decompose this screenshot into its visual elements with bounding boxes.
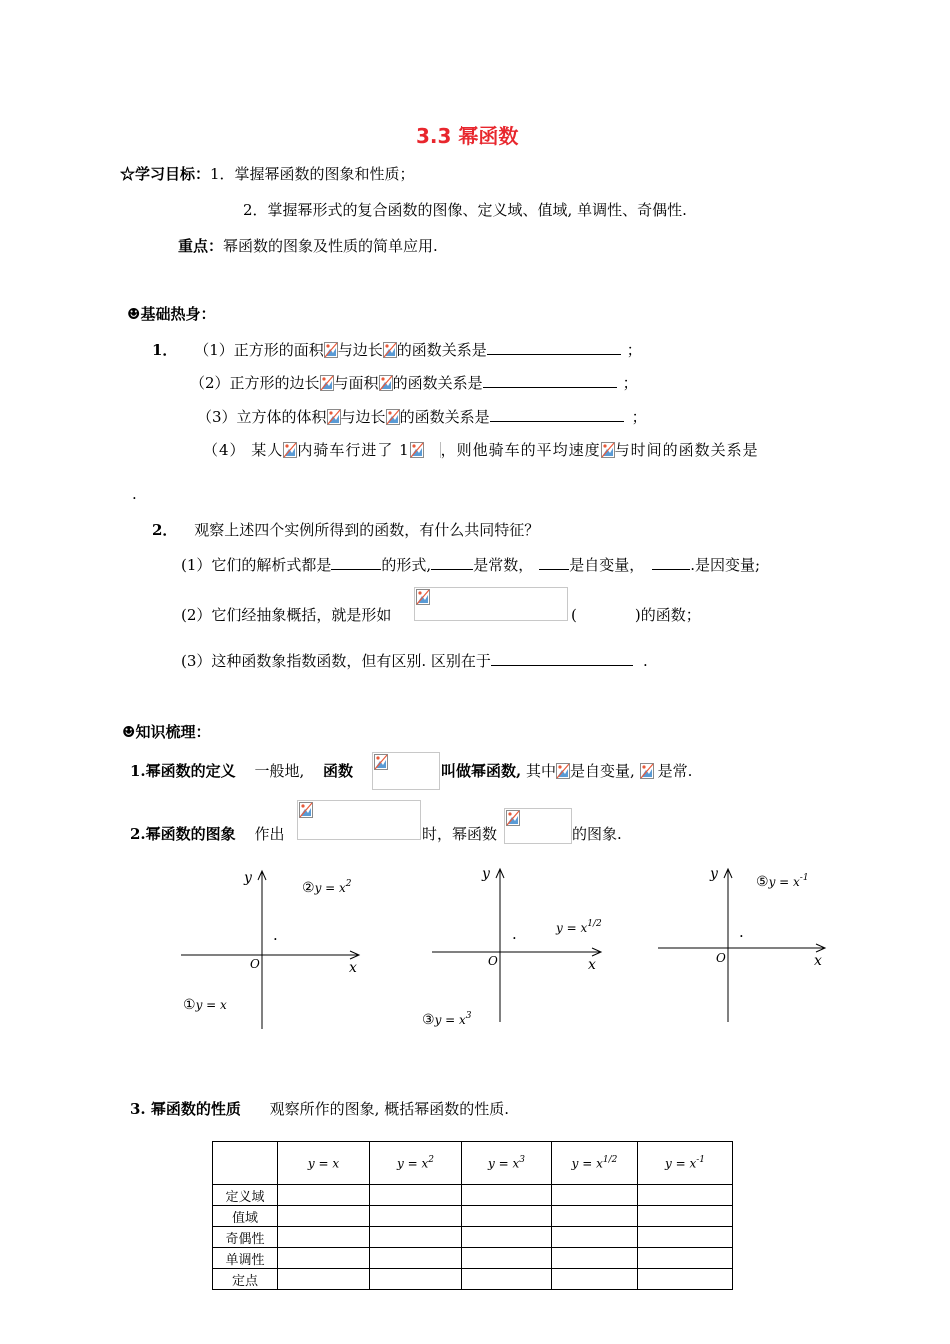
table-row <box>213 1185 733 1206</box>
table-cell[interactable] <box>552 1269 638 1290</box>
answer-blank[interactable] <box>483 373 617 388</box>
definition-line-2 <box>441 761 692 781</box>
q1a <box>152 340 642 360</box>
graph-label-y-x <box>183 994 227 1015</box>
definition-text-3: 叫做幂函数, <box>441 762 522 780</box>
table-cell[interactable] <box>462 1227 552 1248</box>
y-axis-label: y <box>244 870 252 886</box>
origin-label: O <box>716 951 726 965</box>
broken-image-icon <box>601 442 615 458</box>
exponent: 1/2 <box>587 919 602 929</box>
q1c-text-1: （3）立方体的体积 <box>197 408 327 426</box>
q2a-text-4: 是自变量， <box>569 556 645 574</box>
q2a-text-2: 的形式, <box>381 556 432 574</box>
table-cell[interactable] <box>370 1206 462 1227</box>
column-header <box>638 1142 733 1185</box>
plot-dot: · <box>512 929 517 947</box>
q2c-text-1: (3）这种函数象指数函数，但有区别. 区别在于 <box>181 652 491 670</box>
column-header <box>552 1142 638 1185</box>
table-cell[interactable] <box>638 1248 733 1269</box>
exponent: 3 <box>465 1011 472 1021</box>
answer-blank[interactable] <box>491 651 633 666</box>
q2-text: 观察上述四个实例所得到的函数，有什么共同特征？ <box>194 521 540 539</box>
equation: y = x <box>314 881 346 895</box>
broken-image-icon <box>324 342 338 358</box>
definition-label: 1.幂函数的定义 <box>130 762 236 780</box>
q2-number: 2． <box>152 521 178 539</box>
q1d-text-1: （4） 某人 <box>203 441 284 459</box>
q1b-text-1: （2）正方形的边长 <box>190 374 320 392</box>
objectives-label: ☆学习目标： <box>120 165 211 183</box>
answer-blank[interactable] <box>539 555 569 570</box>
q2a-text-1: (1）它们的解析式都是 <box>181 556 332 574</box>
coordinate-graph-2 <box>422 862 618 1032</box>
table-row <box>213 1269 733 1290</box>
origin-label: O <box>488 954 498 968</box>
table-cell[interactable] <box>462 1269 552 1290</box>
q2a-text-5: .是因变量; <box>690 556 761 574</box>
table-row <box>213 1248 733 1269</box>
table-cell[interactable] <box>638 1185 733 1206</box>
column-header <box>462 1142 552 1185</box>
graph-label-y-inv <box>756 868 809 892</box>
graph-label: 2.幂函数的图象 <box>130 825 236 843</box>
row-label: 定义域 <box>213 1185 278 1206</box>
objectives-line-1 <box>120 164 415 184</box>
table-cell[interactable] <box>278 1206 370 1227</box>
broken-image-icon <box>640 763 658 779</box>
equation: y = x <box>768 875 800 889</box>
origin-label: O <box>250 957 260 971</box>
q1a-text-1: （1）正方形的面积 <box>194 341 324 359</box>
table-cell[interactable] <box>278 1269 370 1290</box>
table-cell[interactable] <box>278 1248 370 1269</box>
q2a-text-3: 是常数， <box>473 556 534 574</box>
broken-image-icon <box>416 589 430 605</box>
knowledge-heading: ☻知识梳理： <box>122 723 211 741</box>
table-row <box>213 1227 733 1248</box>
definition-text-1: 一般地, <box>254 762 305 780</box>
table-cell[interactable] <box>462 1185 552 1206</box>
table-corner-cell <box>213 1142 278 1185</box>
header-equation: y = x <box>397 1156 429 1171</box>
y-axis-label: y <box>710 866 718 882</box>
row-label: 奇偶性 <box>213 1227 278 1248</box>
table-cell[interactable] <box>462 1206 552 1227</box>
page-title: 3.3 幂函数 <box>416 124 519 148</box>
graph-text-2: 时，幂函数 <box>422 825 498 843</box>
answer-blank[interactable] <box>490 407 624 422</box>
warmup-heading: ☻基础热身： <box>127 305 216 323</box>
x-axis-label: x <box>814 953 822 969</box>
key-label: 重点： <box>178 237 224 255</box>
answer-blank[interactable] <box>652 555 690 570</box>
table-cell[interactable] <box>552 1206 638 1227</box>
header-exponent: 1/2 <box>602 1154 618 1165</box>
table-cell[interactable] <box>552 1227 638 1248</box>
properties-table <box>212 1141 733 1290</box>
formula-image-box <box>504 808 572 844</box>
q1c-text-2: 与边长 <box>340 408 386 426</box>
q2b-text-3: )的函数； <box>634 606 701 624</box>
circled-number: ⑤ <box>756 874 769 890</box>
q2b-paren <box>571 605 701 625</box>
circled-number: ③ <box>422 1012 435 1028</box>
graph-line <box>130 824 284 844</box>
table-cell[interactable] <box>552 1248 638 1269</box>
broken-image-icon <box>383 342 397 358</box>
q1a-text-2: 与边长 <box>337 341 383 359</box>
table-cell[interactable] <box>638 1206 733 1227</box>
properties-line <box>130 1099 509 1119</box>
header-equation: y = x <box>571 1156 603 1171</box>
definition-text-5: 是自变量, <box>570 762 635 780</box>
table-cell[interactable] <box>462 1248 552 1269</box>
equation: y = x <box>556 921 588 935</box>
objective-2: 2．掌握幂形式的复合函数的图像、定义域、值域, 单调性、奇偶性. <box>243 201 687 219</box>
equation: y = x <box>195 998 227 1012</box>
header-equation: y = x <box>488 1156 520 1171</box>
answer-blank[interactable] <box>331 555 381 570</box>
q1d-end: . <box>132 485 137 503</box>
table-cell[interactable] <box>638 1269 733 1290</box>
coordinate-graph-3 <box>656 862 836 1032</box>
formula-image-box <box>297 800 421 840</box>
q2a <box>181 555 760 575</box>
table-cell[interactable] <box>370 1227 462 1248</box>
definition-text-6: 是常. <box>657 762 693 780</box>
table-cell[interactable] <box>278 1185 370 1206</box>
table-cell[interactable] <box>638 1227 733 1248</box>
column-header <box>370 1142 462 1185</box>
q1d-text-3: ，则他骑车的平均速度 <box>440 441 601 459</box>
q1d-text-4: 与时间的函数关系是 <box>614 441 759 459</box>
header-exponent: 3 <box>519 1154 525 1165</box>
q1a-text-3: 的函数关系是 <box>396 341 487 359</box>
properties-label: 3. 幂函数的性质 <box>130 1100 241 1118</box>
header-exponent: 2 <box>428 1154 434 1165</box>
table-header-row <box>213 1142 733 1185</box>
definition-line <box>130 761 353 781</box>
table-cell[interactable] <box>278 1227 370 1248</box>
broken-image-icon <box>506 810 520 826</box>
header-equation: y = x <box>307 1156 340 1171</box>
graph-label-y-sqrt <box>556 914 602 938</box>
q2c <box>181 651 648 671</box>
definition-text-2: 函数 <box>323 762 354 780</box>
broken-image-icon <box>410 442 441 458</box>
broken-image-icon <box>283 442 297 458</box>
broken-image-icon <box>374 754 388 770</box>
q2b-text-1: (2）它们经抽象概括，就是形如 <box>181 606 392 624</box>
key-point <box>178 236 438 256</box>
x-axis-label: x <box>588 957 596 973</box>
definition-text-4: 其中 <box>526 762 557 780</box>
plot-dot: · <box>273 930 278 948</box>
row-label: 值域 <box>213 1206 278 1227</box>
graph-text-3: 的图象. <box>572 825 622 843</box>
formula-image-box <box>372 752 440 790</box>
column-header <box>278 1142 370 1185</box>
q2b-text-2: ( <box>571 606 577 624</box>
graph-label-y-x2 <box>302 874 352 898</box>
row-label: 单调性 <box>213 1248 278 1269</box>
table-cell[interactable] <box>370 1185 462 1206</box>
table-row <box>213 1206 733 1227</box>
broken-image-icon <box>386 409 400 425</box>
graph-label-y-x3 <box>422 1006 472 1030</box>
equation: y = x <box>434 1013 466 1027</box>
q1a-end: ； <box>626 341 642 359</box>
q1d <box>203 440 759 460</box>
broken-image-icon <box>556 763 570 779</box>
formula-image-box <box>414 587 568 621</box>
x-axis-label: x <box>349 960 357 976</box>
answer-blank[interactable] <box>431 555 473 570</box>
exponent: -1 <box>799 873 809 883</box>
graph-text-1: 作出 <box>254 825 285 843</box>
q2c-end: . <box>642 652 648 670</box>
row-label: 定点 <box>213 1269 278 1290</box>
q1b-text-2: 与面积 <box>333 374 379 392</box>
plot-dot: · <box>739 927 744 945</box>
q1c-end: ； <box>631 408 647 426</box>
broken-image-icon <box>299 802 313 818</box>
circled-number: ① <box>183 997 196 1013</box>
q2b <box>181 605 391 625</box>
broken-image-icon <box>379 375 393 391</box>
broken-image-icon <box>327 409 341 425</box>
table-cell[interactable] <box>370 1269 462 1290</box>
q1c-text-3: 的函数关系是 <box>399 408 490 426</box>
key-text: 幂函数的图象及性质的简单应用. <box>223 237 438 255</box>
q1c <box>197 407 647 427</box>
header-equation: y = x <box>664 1156 697 1171</box>
table-cell[interactable] <box>552 1185 638 1206</box>
header-exponent: -1 <box>696 1154 705 1165</box>
objective-1: 1．掌握幂函数的图象和性质； <box>210 165 415 183</box>
properties-text: 观察所作的图象, 概括幂函数的性质. <box>269 1100 509 1118</box>
broken-image-icon <box>320 375 334 391</box>
coordinate-graph-1 <box>178 866 368 1036</box>
q2 <box>152 520 539 540</box>
graph-3-axes <box>656 862 836 1032</box>
table-cell[interactable] <box>370 1248 462 1269</box>
answer-blank[interactable] <box>487 340 621 355</box>
q1d-text-2: 内骑车行进了 1 <box>297 441 410 459</box>
q1b-text-3: 的函数关系是 <box>392 374 483 392</box>
circled-number: ② <box>302 880 315 896</box>
q1-number: 1． <box>152 341 178 359</box>
y-axis-label: y <box>482 866 490 882</box>
exponent: 2 <box>345 879 352 889</box>
q1b-end: ； <box>622 374 638 392</box>
q1b <box>190 373 638 393</box>
